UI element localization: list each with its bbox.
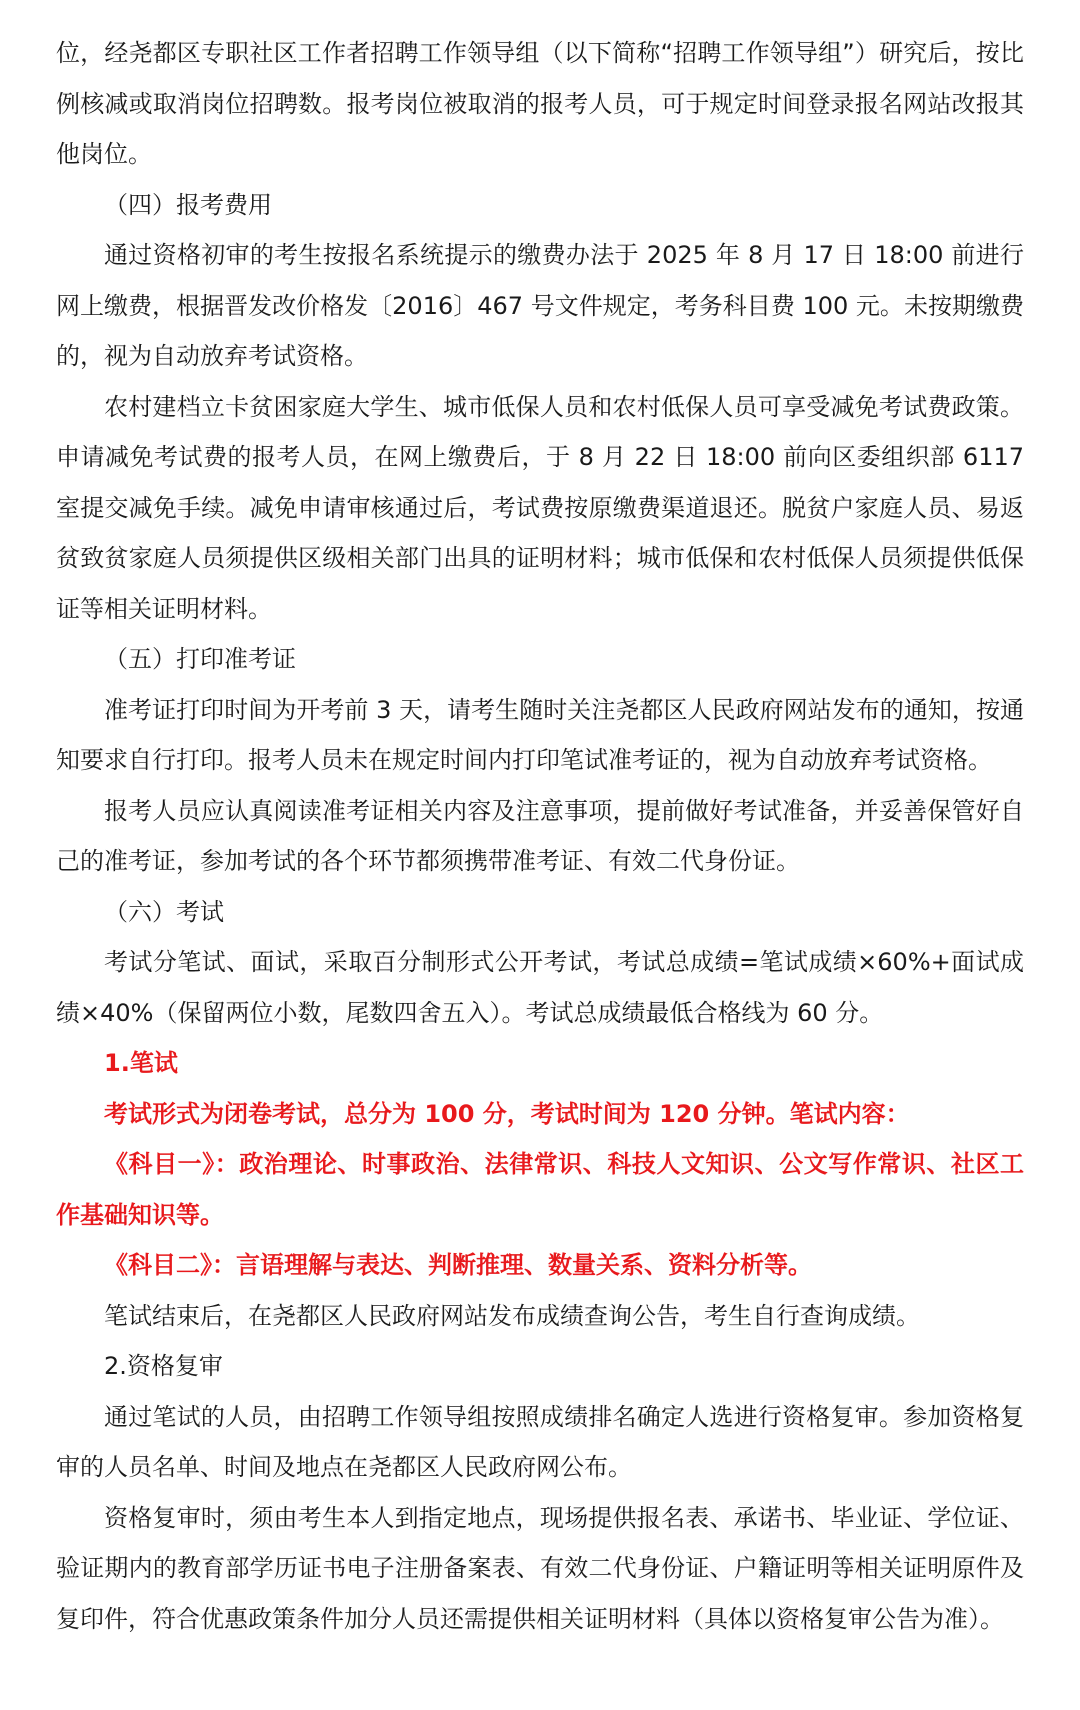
paragraph-subject-one: 《科目一》：政治理论、时事政治、法律常识、科技人文知识、公文写作常识、社区工作基础知识等。 xyxy=(56,1150,1024,1229)
section-heading-exam: （六）考试 xyxy=(104,897,224,926)
paragraph-written-exam-format: 考试形式为闭卷考试，总分为 100 分，考试时间为 120 分钟。笔试内容： xyxy=(104,1099,910,1128)
document-page xyxy=(56,28,1024,1644)
subheading-written-exam: 1.笔试 xyxy=(104,1049,178,1077)
subheading-qualification-review: 2.资格复审 xyxy=(104,1352,223,1380)
paragraph-ticket-notes: 报考人员应认真阅读准考证相关内容及注意事项，提前做好考试准备，并妥善保管好自己的准考证，参加考试的各个环节都须携带准考证、有效二代身份证。 xyxy=(56,796,1024,875)
paragraph-fee-waiver: 农村建档立卡贫困家庭大学生、城市低保人员和农村低保人员可享受减免考试费政策。申请减免考试费的报考人员，在网上缴费后，于 8 月 22 日 18:00 前向区委组织部 6117 室提交减免手续。减免申请审核通过后，考试费按原缴费渠道退还。脱贫户家庭人员、易返贫致贫家庭人员须提供区级相关部门出具的证明材料；城市低保和农村低保人员须提供低保证等相关证明材料。 xyxy=(56,392,1024,623)
paragraph-ticket-printing: 准考证打印时间为开考前 3 天，请考生随时关注尧都区人民政府网站发布的通知，按通知要求自行打印。报考人员未在规定时间内打印笔试准考证的，视为自动放弃考试资格。 xyxy=(56,695,1024,774)
paragraph-payment: 通过资格初审的考生按报名系统提示的缴费办法于 2025 年 8 月 17 日 18:00 前进行网上缴费，根据晋发改价格发〔2016〕467 号文件规定，考务科目费 100 元。未按期缴费的，视为自动放弃考试资格。 xyxy=(56,241,1024,370)
paragraph-score-query: 笔试结束后，在尧都区人民政府网站发布成绩查询公告，考生自行查询成绩。 xyxy=(104,1301,920,1330)
paragraph-review-materials: 资格复审时，须由考生本人到指定地点，现场提供报名表、承诺书、毕业证、学位证、验证期内的教育部学历证书电子注册备案表、有效二代身份证、户籍证明等相关证明原件及复印件，符合优惠政策条件加分人员还需提供相关证明材料（具体以资格复审公告为准）。 xyxy=(56,1503,1024,1633)
paragraph-exam-scoring: 考试分笔试、面试，采取百分制形式公开考试，考试总成绩=笔试成绩×60%+面试成绩×40%（保留两位小数，尾数四舍五入）。考试总成绩最低合格线为 60 分。 xyxy=(56,948,1024,1027)
paragraph-continuation: 位，经尧都区专职社区工作者招聘工作领导组（以下简称“招聘工作领导组”）研究后，按比例核减或取消岗位招聘数。报考岗位被取消的报考人员，可于规定时间登录报名网站改报其他岗位。 xyxy=(56,39,1024,168)
paragraph-subject-two: 《科目二》：言语理解与表达、判断推理、数量关系、资料分析等。 xyxy=(104,1251,812,1279)
section-heading-admission-ticket: （五）打印准考证 xyxy=(104,645,296,673)
paragraph-review-selection: 通过笔试的人员，由招聘工作领导组按照成绩排名确定人选进行资格复审。参加资格复审的人员名单、时间及地点在尧都区人民政府网公布。 xyxy=(56,1402,1024,1481)
section-heading-fees: （四）报考费用 xyxy=(104,190,272,219)
